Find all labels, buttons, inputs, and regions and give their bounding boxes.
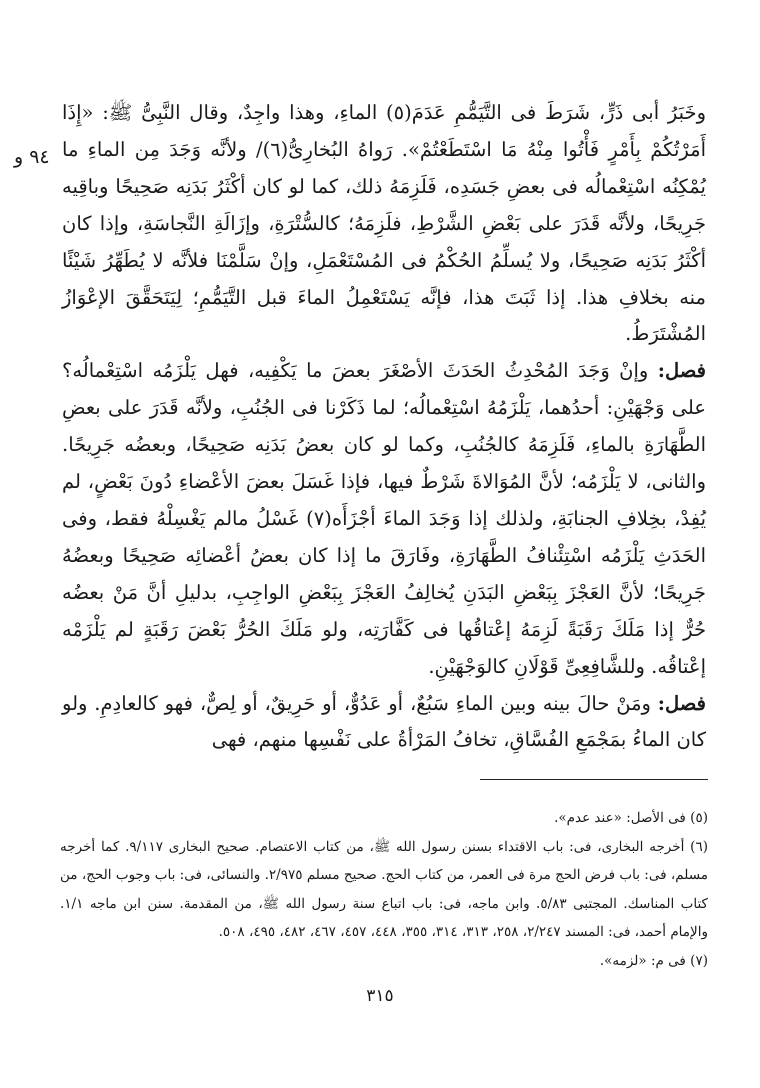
footnotes: [60, 804, 708, 975]
fasl-2-heading: فصل:: [657, 691, 706, 715]
fasl-2-text: ومَنْ حالَ بينه وبين الماءِ سَبُعٌ، أو عَدُوٌّ، أو حَرِيقٌ، أو لِصٌّ، فهو كالعادِمِ. ولو كان الماءُ بمَجْمَعِ الفُسَّاقِ، تخافُ المَرْأةُ على نَفْسِها منهم، فهى: [62, 691, 706, 752]
fasl-1-heading: فصل:: [657, 359, 706, 383]
footnote-divider: [480, 779, 708, 780]
footnote-7: (٧) فى م: «لزمه».: [599, 952, 708, 969]
section-fasl-2: [62, 686, 706, 760]
main-text: [62, 95, 706, 759]
fasl-1-text: وإنْ وَجَدَ المُحْدِثُ الحَدَثَ الأصْغَرَ بعضَ ما يَكْفِيه، فهل يَلْزَمُه اسْتِعْمالُه؟ على وَجْهَيْنِ: أحدُهما، يَلْزَمُهُ اسْتِعْمالُه؛ لما ذَكَرْنا فى الجُنُبِ، ولأنَّه قَدَرَ على بعضِ الطَّهَارَةِ بالماءِ، فَلَزِمَهُ كالجُنُبِ، وكما لو كان بعضُ بَدَنِه صَحِيحًا، وبعضُه جَرِيحًا. والثانى، لا يَلْزَمُه؛ لأنَّ المُوَالاةَ شَرْطٌ فيها، فإذا غَسَلَ بعضَ الأعْضاءِ دُونَ بَعْضٍ، لم يُفِدْ، بخِلافِ الجنابَةِ، ولذلك إذا وَجَدَ الماءَ أجْزَأَه(٧) غَسْلُ مالم يَغْسِلْهُ فقط، وفى الحَدَثِ يَلْزَمُه اسْتِئْنافُ الطَّهَارَةِ، وفَارَقَ ما إذا كان بعضُ أعْضائِه صَحِيحًا وبعضُهُ جَرِيحًا؛ لأنَّ العَجْزَ بِبَعْضِ البَدَنِ يُخالِفُ العَجْزَ بِبَعْضِ الواجِبِ، بدليلِ أنَّ مَنْ بعضُه حُرٌّ إذا مَلَكَ رَقَبَةً لَزِمَهُ إعْتاقُها فى كَفَّارَتِه، ولو مَلَكَ الحُرُّ بَعْضَ رَقَبَةٍ لم يَلْزَمْه إعْتاقُه. وللشَّافِعِىِّ قَوْلَانِ كالوَجْهَيْنِ.: [62, 359, 707, 678]
footnote-5: (٥) فى الأصل: «عند عدم».: [554, 810, 708, 826]
margin-folio-reference: ٩٤ و: [14, 146, 50, 168]
paragraph-1: وخَبَرُ أبى ذَرٍّ، شَرَطَ فى التَّيَمُّمِ عَدَمَ(٥) الماءِ، وهذا واجِدٌ، وقال النَّبِىُّ ﷺ: «إِذَا أَمَرْتُكُمْ بِأَمْرٍ فَأْتُوا مِنْهُ مَا اسْتَطَعْتُمْ». رَواهُ البُخارِىُّ(٦)/ ولأنَّه وَجَدَ مِن الماءِ ما يُمْكِنُه اسْتِعْمالُه فى بعضِ جَسَدِه، فَلَزِمَهُ ذلك، كما لو كان أكْثَرُ بَدَنِه صَحِيحًا وباقِيه جَرِيحًا، ولأنَّه قَدَرَ على بَعْضِ الشَّرْطِ، فلَزِمَهُ؛ كالسُّتْرَةِ، وإزَالَةِ النَّجاسَةِ، وإذا كان أكْثَرُ بَدَنِه صَحِيحًا، ولا يُسلِّمُ الحُكْمُ فى المُسْتَعْمَلِ، وإنْ سَلَّمْنَا فلأنَّه لا يُطَهِّرُ شَيْئًا منه بخلافِ هذا. إذا ثَبَتَ هذا، فإنَّه يَسْتَعْمِلُ الماءَ قبل التَّيَمُّمِ؛ لِيَتَحَقَّقَ الإعْوَازُ المُشْتَرَطُ.: [62, 101, 707, 346]
section-fasl-1: [62, 353, 706, 685]
footnote-6: (٦) أخرجه البخارى، فى: باب الاقتداء بسنن رسول الله ﷺ، من كتاب الاعتصام. صحيح البخارى ٩/١١٧. كما أخرجه مسلم، فى: باب فرض الحج مرة فى العمر، من كتاب الحج. صحيح مسلم ٢/٩٧٥. والنسائى، فى: باب وجوب الحج، من كتاب المناسك. المجتبى ٥/٨٣. وابن ماجه، فى: باب اتباع سنة رسول الله ﷺ، من المقدمة. سنن ابن ماجه ١/١. والإمام أحمد، فى: المسند ٢/٢٤٧، ٢٥٨، ٣١٣، ٣١٤، ٣٥٥، ٤٤٨، ٤٥٧، ٤٦٧، ٤٨٢، ٤٩٥، ٥٠٨.: [60, 838, 708, 940]
page-number: ٣١٥: [366, 986, 394, 1006]
